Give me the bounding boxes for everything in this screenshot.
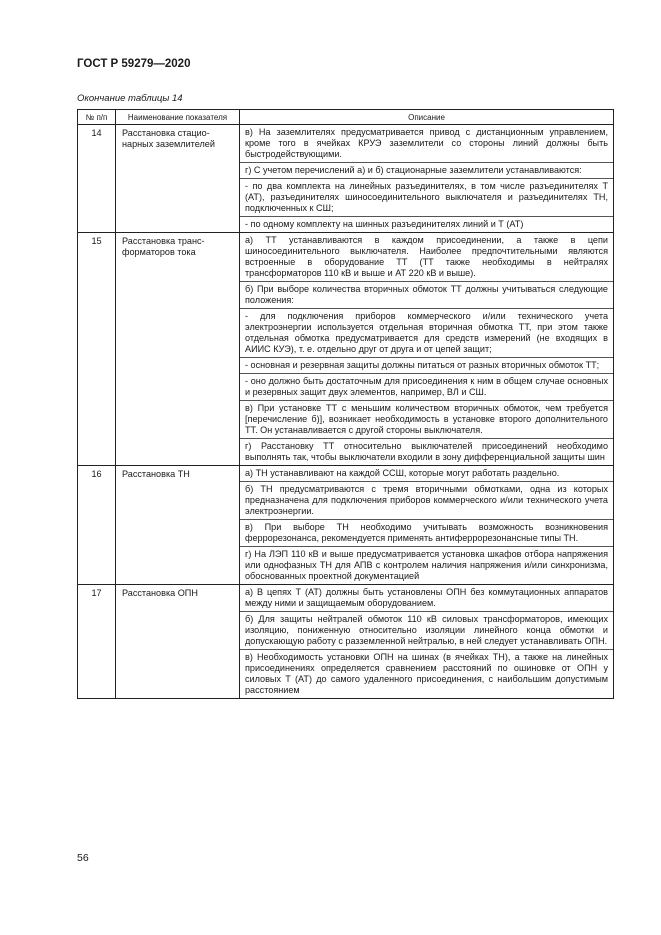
row-description — [240, 466, 614, 585]
page-number: 56 — [77, 852, 89, 864]
row-number: 14 — [78, 125, 116, 233]
table-row — [78, 125, 614, 233]
description-paragraph: г) С учетом перечислений а) и б) стационарные заземлители устанавливаются: — [240, 163, 613, 179]
row-indicator-name: Расстановка транс-форматоров тока — [116, 233, 240, 466]
description-paragraph: в) На заземлителях предусматривается привод с дистанционным управлением, кроме того в ячейках КРУЭ заземлители со стороны линий должны быть быстродействующими. — [240, 125, 613, 163]
description-paragraph: - основная и резервная защиты должны питаться от разных вторичных обмоток ТТ; — [240, 358, 613, 374]
row-indicator-name: Расстановка стацио-нарных заземлителей — [116, 125, 240, 233]
row-description — [240, 585, 614, 699]
table-row — [78, 233, 614, 466]
description-paragraph: г) Расстановку ТТ относительно выключателей присоединений необходимо выполнять так, чтобы выключатели входили в зону дифференциальной защиты шин — [245, 441, 608, 462]
description-paragraph: - для подключения приборов коммерческого и/или технического учета электроэнергии используется отдельная вторичная обмотка ТТ, при этом также отдельная обмотка предусматривается для средств измерений (не входящих в АИИС КУЭ), т. е. отдельно друг от друга и от цепей защит; — [240, 309, 613, 358]
row-indicator-name: Расстановка ОПН — [116, 585, 240, 699]
header-description: Описание — [240, 110, 614, 125]
table-row — [78, 466, 614, 585]
description-paragraph: б) При выборе количества вторичных обмоток ТТ должны учитываться следующие положения: — [240, 282, 613, 309]
header-indicator-name: Наименование показателя — [116, 110, 240, 125]
document-code: ГОСТ Р 59279—2020 — [77, 58, 191, 70]
description-paragraph: а) В цепях Т (АТ) должны быть установлены ОПН без коммутационных аппаратов между ними и защищаемым оборудованием. — [240, 585, 613, 612]
description-paragraph: - по два комплекта на линейных разъединителях, в том числе разъединителях Т (АТ), разъединителях шиносоединительного выключателя и разъединителях ТН, подключенных к СШ; — [240, 179, 613, 217]
row-description — [240, 125, 614, 233]
indicators-table — [77, 109, 614, 699]
description-paragraph: в) При выборе ТН необходимо учитывать возможность возникновения феррорезонанса, рекомендуется применять антиферрорезонансные типы ТН. — [240, 520, 613, 547]
row-number: 16 — [78, 466, 116, 585]
table-header-row — [78, 110, 614, 125]
description-paragraph: а) ТН устанавливают на каждой ССШ, которые могут работать раздельно. — [240, 466, 613, 482]
description-paragraph: в) Необходимость установки ОПН на шинах (в ячейках ТН), а также на линейных присоединениях определяется сравнением расстояний по ошиновке от ОПН у силовых Т (АТ) до самого удаленного присоединения, с наибольшим допустимым расстоянием — [245, 652, 608, 695]
table-row — [78, 585, 614, 699]
row-indicator-name: Расстановка ТН — [116, 466, 240, 585]
table-caption: Окончание таблицы 14 — [77, 93, 183, 104]
row-description — [240, 233, 614, 466]
description-paragraph: - оно должно быть достаточным для присоединения к ним в общем случае основных и резервных защит двух элементов, например, ВЛ и СШ. — [240, 374, 613, 401]
description-paragraph: - по одному комплекту на шинных разъединителях линий и Т (АТ) — [245, 219, 524, 229]
description-paragraph: б) ТН предусматриваются с тремя вторичными обмотками, одна из которых предназначена для подключения приборов коммерческого и/или технического учета электроэнергии. — [240, 482, 613, 520]
description-paragraph: г) На ЛЭП 110 кВ и выше предусматривается установка шкафов отбора напряжения или однофазных ТН для АПВ с контролем наличия напряжения и/или синхронизма, обоснованных проектной документацией — [245, 549, 608, 581]
row-number: 15 — [78, 233, 116, 466]
description-paragraph: а) ТТ устанавливаются в каждом присоединении, а также в цепи шиносоединительного выключателя. Наиболее предпочтительными являются встроенные в оборудование ТТ (ТТ также необходимы в нейтралях трансформаторов 110 кВ и выше и АТ 220 кВ и выше). — [240, 233, 613, 282]
header-number: № п/п — [78, 110, 116, 125]
description-paragraph: в) При установке ТТ с меньшим количеством вторичных обмоток, чем требуется [перечисление б)], возникает необходимость в установке второго дополнительного ТТ. Он устанавливается с другой стороны выключателя. — [240, 401, 613, 439]
row-number: 17 — [78, 585, 116, 699]
description-paragraph: б) Для защиты нейтралей обмоток 110 кВ силовых трансформаторов, имеющих изоляцию, пониженную относительно изоляции линейного конца обмотки и допускающую работу с разземленной нейтралью, в ней следует устанавливать ОПН. — [240, 612, 613, 650]
